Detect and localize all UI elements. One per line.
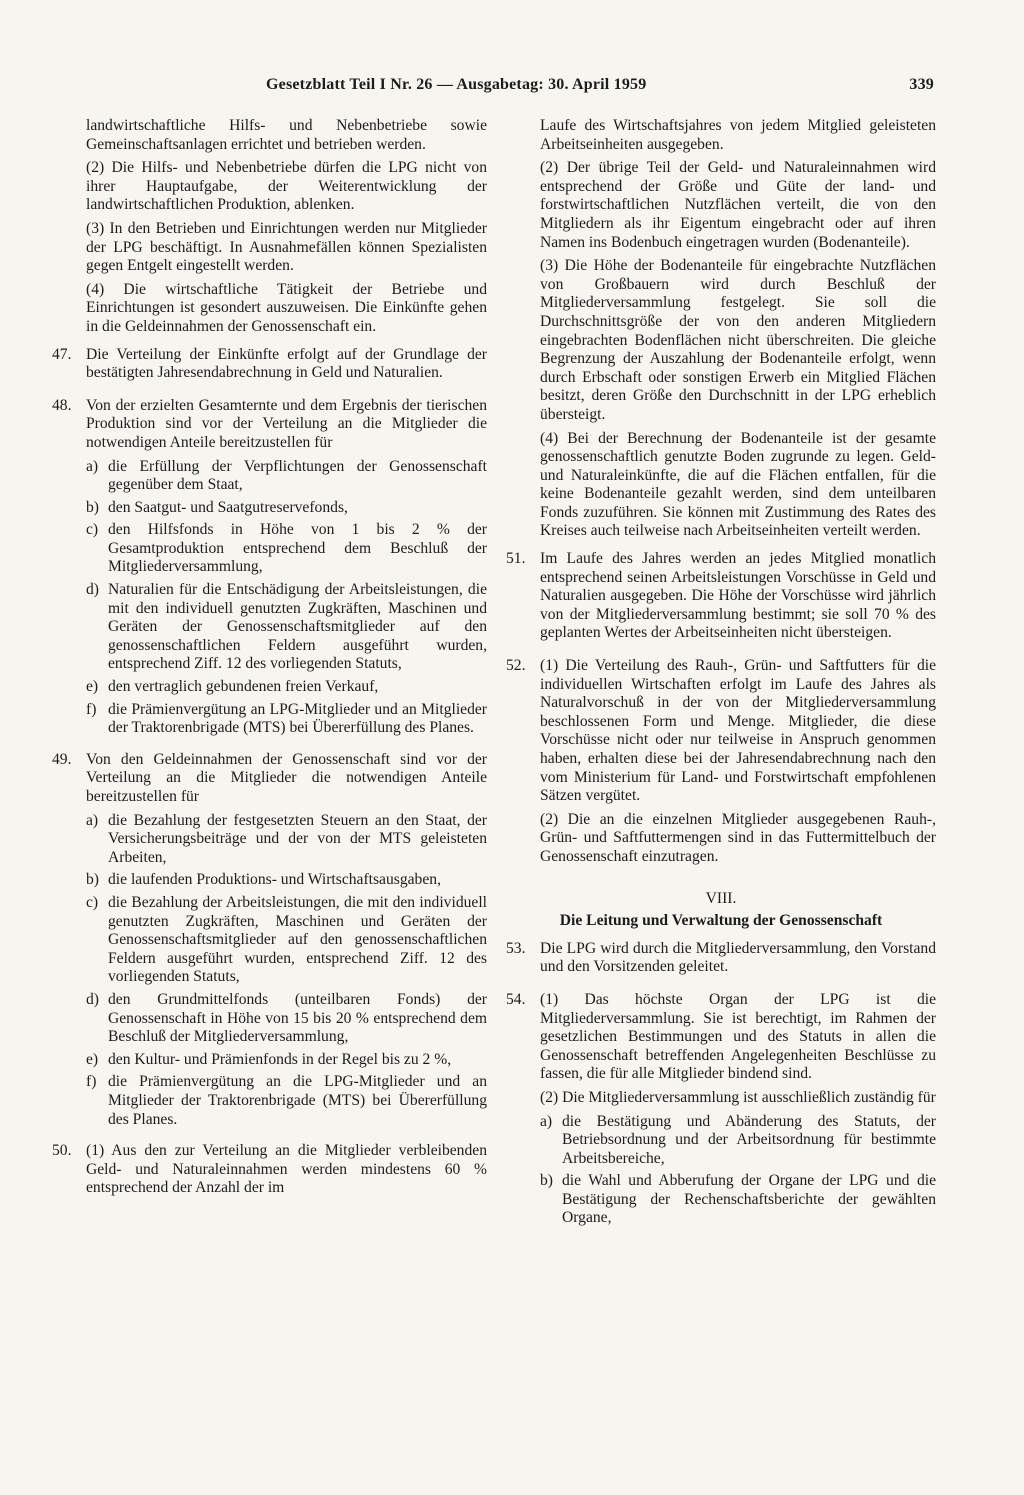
section-50 — [52, 1142, 487, 1203]
section-54 — [506, 991, 936, 1232]
list-item — [86, 871, 487, 890]
list-item-text: den Kultur- und Prämienfonds in der Regel bis zu 2 %, — [108, 1050, 452, 1068]
section-48 — [52, 397, 487, 742]
paragraph: (2) Die Hilfs- und Nebenbetriebe dürfen die LPG nicht von ihrer Hauptaufgabe, der Weiterentwicklung der landwirtschaftlichen Produktion, ablenken. — [86, 159, 487, 214]
list-item-text: die Bestätigung und Abänderung des Statuts, der Betriebsordnung und der Arbeitsordnung für bestimmte Arbeitsbereiche, — [562, 1112, 936, 1167]
section-number: 53. — [506, 939, 526, 957]
list-item-text: die laufenden Produktions- und Wirtschaftsausgaben, — [108, 871, 441, 889]
paragraph: (4) Die wirtschaftliche Tätigkeit der Betriebe und Einrichtungen ist gesondert auszuweisen. Die Einkünfte gehen in die Geldeinnahmen der Genossenschaft ein. — [86, 280, 487, 335]
list-letter: c) — [86, 521, 99, 539]
list-item — [86, 521, 487, 577]
list-letter: e) — [86, 1050, 99, 1068]
section-number: 47. — [52, 345, 72, 363]
list-item-text: den vertraglich gebundenen freien Verkauf, — [108, 678, 379, 696]
list-item — [86, 581, 487, 674]
list-item — [540, 1113, 936, 1169]
paragraph: Von den Geldeinnahmen der Genossenschaft sind vor der Verteilung an die Mitglieder die notwendigen Anteile bereitzustellen für — [86, 750, 487, 805]
page-number: 339 — [909, 76, 934, 93]
paragraph: (3) Die Höhe der Bodenanteile für eingebrachte Nutzflächen von Großbauern wird durch Beschluß der Mitgliederversammlung festgelegt. Sie soll die Durchschnittsgröße der von den anderen Mitgliedern eingebrachten Bodenflächen nicht überschreiten. Die gleiche Begrenzung der Auszahlung der Bodenanteile erfolgt, wenn durch Erbschaft oder sonstigen Erwerb ein Mitglied Flächen besitzt, deren Größe den Durchschnitt in der LPG erheblich übersteigt. — [540, 257, 936, 423]
paragraph: (4) Bei der Berechnung der Bodenanteile ist der gesamte genossenschaftlich genutzte Boden zugrunde zu legen. Geld- und Naturaleinkünfte, die auf die Flächen entfallen, für die keine Bodenanteile gezahlt werden, sind dem unteilbaren Fonds zuzuführen. Sie können mit Zustimmung des Rates des Kreises auch teilweise nach Arbeitseinheiten verteilt werden. — [540, 429, 936, 540]
list-item-text: die Prämienvergütung an die LPG-Mitglieder und an Mitglieder der Traktorenbrigade (MTS) bei Übererfüllung des Planes. — [108, 1073, 487, 1128]
paragraph: (1) Aus den zur Verteilung an die Mitglieder verbleibenden Geld- und Naturaleinnahmen werden mindestens 60 % entsprechend der Anzahl der im — [86, 1142, 487, 1197]
list-letter: a) — [540, 1112, 553, 1130]
list-letter: b) — [540, 1172, 553, 1190]
right-column — [506, 117, 936, 1232]
section-46-continuation — [52, 117, 487, 337]
list-item-text: die Prämienvergütung an LPG-Mitglieder und an Mitglieder der Traktorenbrigade (MTS) bei Übererfüllung des Planes. — [108, 700, 487, 737]
paragraph: (2) Die Mitgliederversammlung ist ausschließlich zuständig für — [540, 1088, 936, 1106]
section-53 — [506, 940, 936, 982]
paragraph: Die Verteilung der Einkünfte erfolgt auf der Grundlage der bestätigten Jahresendabrechnung in Geld und Naturalien. — [86, 345, 487, 382]
list-item-text: den Saatgut- und Saatgutreservefonds, — [108, 498, 348, 516]
list-item — [86, 991, 487, 1047]
left-column — [52, 117, 487, 1203]
section-number: 54. — [506, 990, 526, 1008]
section-number: 49. — [52, 750, 72, 768]
chapter-title: Die Leitung und Verwaltung der Genossenschaft — [559, 912, 883, 930]
list-item-text: Naturalien für die Entschädigung der Arbeitsleistungen, die mit den individuell genutzten Zugkräften, Maschinen und Geräten der Genossenschaftsmitglieder auf den genossenschaftlichen Feldern ausgeführt wurden, entsprechend Ziff. 12 des vorliegenden Statuts, — [108, 581, 487, 673]
paragraph: (3) In den Betrieben und Einrichtungen werden nur Mitglieder der LPG beschäftigt. In Ausnahmefällen können Spezialisten gegen Entgelt eingestellt werden. — [86, 219, 487, 275]
list-item — [86, 1073, 487, 1129]
paragraph: Laufe des Wirtschaftsjahres von jedem Mitglied geleisteten Arbeitseinheiten ausgegeben. — [540, 117, 936, 153]
list-item — [86, 499, 487, 518]
list-letter: b) — [86, 498, 99, 516]
list-letter: d) — [86, 990, 99, 1008]
list-item — [86, 678, 487, 697]
list-item — [86, 1051, 487, 1070]
section-number: 50. — [52, 1142, 72, 1160]
list-item-text: die Bezahlung der festgesetzten Steuern an den Staat, der Versicherungsbeiträge und der von der MTS geleisteten Arbeiten, — [108, 811, 487, 866]
list-letter: a) — [86, 457, 99, 475]
list-item — [86, 894, 487, 987]
section-49 — [52, 751, 487, 1133]
list-item-text: die Bezahlung der Arbeitsleistungen, die mit den individuell genutzten Zugkräften, Maschinen und Geräten der Genossenschaftsmitglieder auf den genossenschaftlichen Feldern ausgeführt wurden, entsprechend Ziff. 12 des vorliegenden Statuts, — [108, 893, 487, 986]
paragraph: Die LPG wird durch die Mitgliederversammlung, den Vorstand und den Vorsitzenden geleitet. — [540, 939, 936, 976]
list-letter: c) — [86, 893, 99, 911]
list-letter: e) — [86, 678, 99, 696]
list-letter: b) — [86, 871, 99, 889]
header-title: Gesetzblatt Teil I Nr. 26 — Ausgabetag: 30. April 1959 — [266, 76, 647, 93]
paragraph: Im Laufe des Jahres werden an jedes Mitglied monatlich entsprechend seinen Arbeitsleistungen Vorschüsse in Geld und Naturalien ausgegeben. Die Höhe der Vorschüsse wird jährlich von der Mitgliederversammlung bestimmt; sie soll 70 % des geplanten Wertes der Arbeitseinheiten nicht übersteigen. — [540, 550, 936, 642]
list-item-text: die Wahl und Abberufung der Organe der LPG und die Bestätigung der Rechenschaftsberichte der gewählten Organe, — [562, 1172, 936, 1227]
page-header — [266, 76, 934, 94]
list-item — [540, 1172, 936, 1228]
section-50-continuation — [506, 117, 936, 541]
paragraph: (2) Die an die einzelnen Mitglieder ausgegebenen Rauh-, Grün- und Saftfuttermengen sind in das Futtermittelbuch der Genossenschaft einzutragen. — [540, 810, 936, 865]
list-item-text: die Erfüllung der Verpflichtungen der Genossenschaft gegenüber dem Staat, — [108, 457, 487, 494]
paragraph: landwirtschaftliche Hilfs- und Nebenbetriebe sowie Gemeinschaftsanlagen errichtet und betrieben werden. — [86, 117, 487, 153]
paragraph: Von der erzielten Gesamternte und dem Ergebnis der tierischen Produktion sind vor der Verteilung an die Mitglieder die notwendigen Anteile bereitzustellen für — [86, 396, 487, 451]
list-letter: f) — [86, 700, 97, 718]
section-number: 48. — [52, 396, 72, 414]
list-item — [86, 812, 487, 868]
paragraph: (2) Der übrige Teil der Geld- und Naturaleinnahmen wird entsprechend der Größe und Güte der land- und forstwirtschaftlichen Nutzflächen verteilt, die von den Mitgliedern als ihr Eigentum eingebracht oder auf ihren Namen ins Bodenbuch eingetragen wurden (Bodenanteile). — [540, 159, 936, 251]
paragraph: (1) Das höchste Organ der LPG ist die Mitgliederversammlung. Sie ist berechtigt, im Rahmen der gesetzlichen Bestimmungen und des Statuts in allen die Genossenschaft betreffenden Angelegenheiten Beschlüsse zu fassen, die für alle Mitglieder bindend sind. — [540, 990, 936, 1083]
section-47 — [52, 346, 487, 388]
section-number: 51. — [506, 550, 526, 568]
list-item-text: den Grundmittelfonds (unteilbaren Fonds) der Genossenschaft in Höhe von 15 bis 20 % entsprechend dem Beschluß der Mitgliederversammlung, — [108, 990, 487, 1046]
section-52 — [506, 657, 936, 872]
list-letter: a) — [86, 811, 99, 829]
list-item — [86, 701, 487, 738]
section-number: 52. — [506, 657, 526, 675]
chapter-number: VIII. — [705, 889, 737, 907]
section-51 — [506, 550, 936, 648]
list-letter: f) — [86, 1073, 97, 1091]
paragraph: (1) Die Verteilung des Rauh-, Grün- und Saftfutters für die individuellen Wirtschaften erfolgt im Laufe des Jahres als Naturalvorschuß in der von der Mitgliederversammlung beschlossenen Form und Menge. Mitglieder, die diese Vorschüsse nicht oder nur teilweise in Anspruch genommen haben, erhalten diese bei der Jahresendabrechnung nach den vom Ministerium für Land- und Forstwirtschaft empfohlenen Sätzen vergütet. — [540, 657, 936, 805]
list-letter: d) — [86, 581, 99, 599]
list-item — [86, 458, 487, 495]
list-item-text: den Hilfsfonds in Höhe von 1 bis 2 % der Gesamtproduktion entsprechend dem Beschluß der Mitgliederversammlung, — [108, 521, 487, 576]
